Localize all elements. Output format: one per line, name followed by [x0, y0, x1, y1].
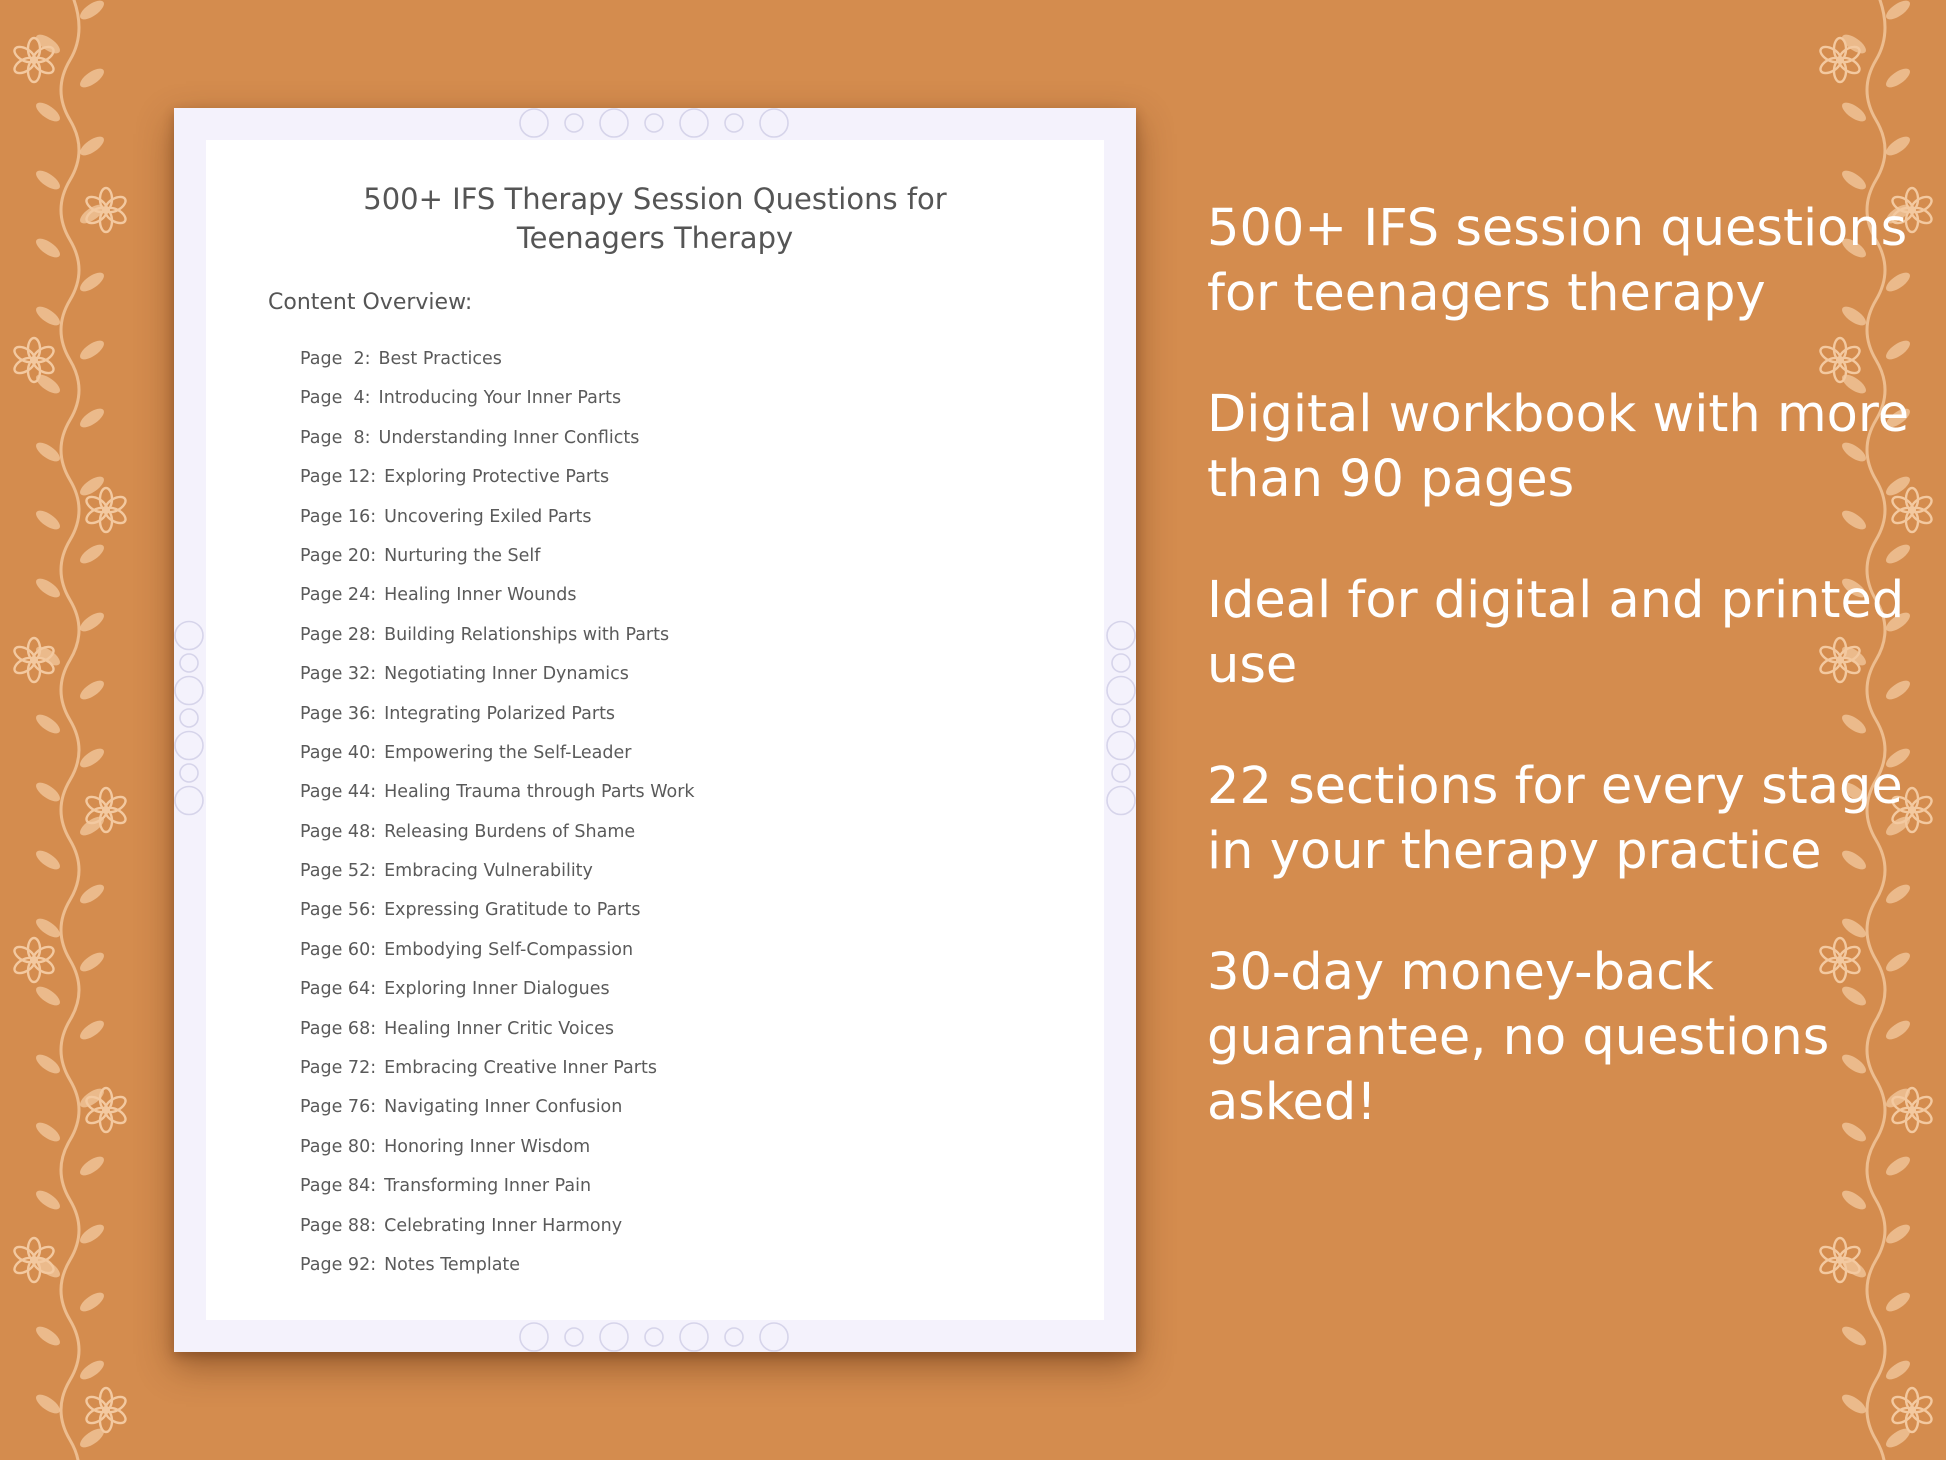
toc-page-number: Page 68: — [300, 1018, 377, 1039]
toc-section-title: Embracing Creative Inner Parts — [384, 1058, 657, 1079]
toc-item — [300, 655, 695, 694]
table-of-contents — [300, 340, 695, 1285]
toc-section-title: Notes Template — [384, 1254, 521, 1275]
toc-section-title: Releasing Burdens of Shame — [384, 821, 636, 842]
toc-page-number: Page 80: — [300, 1136, 377, 1157]
toc-section-title: Healing Trauma through Parts Work — [384, 782, 695, 803]
document-title — [206, 180, 1104, 258]
mandala-icon — [494, 106, 814, 140]
toc-page-number: Page 8: — [300, 427, 371, 448]
toc-section-title: Introducing Your Inner Parts — [378, 388, 622, 409]
toc-section-title: Negotiating Inner Dynamics — [384, 664, 629, 685]
toc-page-number: Page 36: — [300, 703, 377, 724]
toc-item — [300, 616, 695, 655]
toc-section-title: Healing Inner Wounds — [384, 585, 577, 606]
toc-page-number: Page 28: — [300, 624, 377, 645]
toc-page-number: Page 64: — [300, 979, 377, 1000]
toc-item — [300, 1010, 695, 1049]
toc-section-title: Exploring Inner Dialogues — [384, 979, 610, 1000]
toc-page-number: Page 44: — [300, 782, 377, 803]
toc-item — [300, 773, 695, 812]
toc-page-number: Page 76: — [300, 1097, 377, 1118]
toc-section-title: Expressing Gratitude to Parts — [384, 900, 641, 921]
feature-text: Ideal for digital and printed use — [1207, 571, 1905, 695]
toc-section-title: Honoring Inner Wisdom — [384, 1136, 591, 1157]
document-title-line-1: 500+ IFS Therapy Session Questions for — [363, 182, 947, 216]
floral-vine-icon — [0, 0, 140, 1460]
toc-section-title: Best Practices — [378, 349, 502, 369]
toc-item — [300, 852, 695, 891]
toc-page-number: Page 48: — [300, 821, 377, 842]
toc-page-number: Page 52: — [300, 861, 377, 882]
toc-section-title: Transforming Inner Pain — [384, 1176, 592, 1197]
toc-section-title: Embodying Self-Compassion — [384, 939, 634, 960]
toc-item — [300, 931, 695, 970]
toc-item — [300, 891, 695, 930]
toc-section-title: Navigating Inner Confusion — [384, 1097, 623, 1118]
feature-text: 500+ IFS session questions for teenagers therapy — [1207, 199, 1908, 323]
toc-page-number: Page 24: — [300, 585, 377, 606]
content-overview-label: Content Overview: — [268, 290, 473, 315]
toc-page-number: Page 16: — [300, 506, 377, 527]
toc-item — [300, 1167, 695, 1206]
toc-page-number: Page 92: — [300, 1254, 377, 1275]
toc-item — [300, 537, 695, 576]
toc-section-title: Empowering the Self-Leader — [384, 742, 632, 763]
toc-page-number: Page 72: — [300, 1058, 377, 1079]
toc-section-title: Healing Inner Critic Voices — [384, 1018, 614, 1039]
mandala-icon — [172, 608, 206, 828]
document-title-line-2: Teenagers Therapy — [516, 221, 794, 255]
toc-page-number: Page 40: — [300, 742, 377, 763]
mandala-icon — [1104, 608, 1138, 828]
toc-section-title: Uncovering Exiled Parts — [384, 506, 592, 527]
toc-page-number: Page 4: — [300, 388, 371, 409]
toc-item — [300, 340, 695, 379]
toc-section-title: Embracing Vulnerability — [384, 861, 593, 882]
toc-item — [300, 1088, 695, 1127]
toc-item — [300, 734, 695, 773]
toc-item — [300, 1207, 695, 1246]
page-content — [206, 140, 1104, 1320]
workbook-page-preview — [174, 108, 1136, 1352]
toc-item — [300, 813, 695, 852]
toc-page-number: Page 20: — [300, 545, 377, 566]
feature-text: 22 sections for every stage in your therapy practice — [1207, 757, 1903, 881]
toc-section-title: Integrating Polarized Parts — [384, 703, 616, 724]
toc-item — [300, 419, 695, 458]
toc-section-title: Understanding Inner Conflicts — [378, 427, 640, 448]
toc-page-number: Page 2: — [300, 349, 371, 369]
toc-section-title: Celebrating Inner Harmony — [384, 1215, 623, 1236]
toc-page-number: Page 12: — [300, 467, 377, 488]
toc-item — [300, 1246, 695, 1285]
toc-item — [300, 1049, 695, 1088]
feature-list — [1207, 196, 1927, 1191]
toc-item — [300, 458, 695, 497]
toc-section-title: Nurturing the Self — [384, 545, 541, 566]
feature-text: 30-day money-back guarantee, no questions asked! — [1207, 943, 1830, 1132]
toc-section-title: Building Relationships with Parts — [384, 624, 670, 645]
toc-page-number: Page 56: — [300, 900, 377, 921]
toc-page-number: Page 60: — [300, 939, 377, 960]
toc-item — [300, 1128, 695, 1167]
toc-item — [300, 576, 695, 615]
toc-page-number: Page 88: — [300, 1215, 377, 1236]
toc-item — [300, 379, 695, 418]
toc-page-number: Page 84: — [300, 1176, 377, 1197]
toc-item — [300, 695, 695, 734]
toc-section-title: Exploring Protective Parts — [384, 467, 610, 488]
mandala-icon — [494, 1320, 814, 1354]
toc-page-number: Page 32: — [300, 664, 377, 685]
toc-item — [300, 498, 695, 537]
feature-text: Digital workbook with more than 90 pages — [1207, 385, 1910, 509]
toc-item — [300, 970, 695, 1009]
